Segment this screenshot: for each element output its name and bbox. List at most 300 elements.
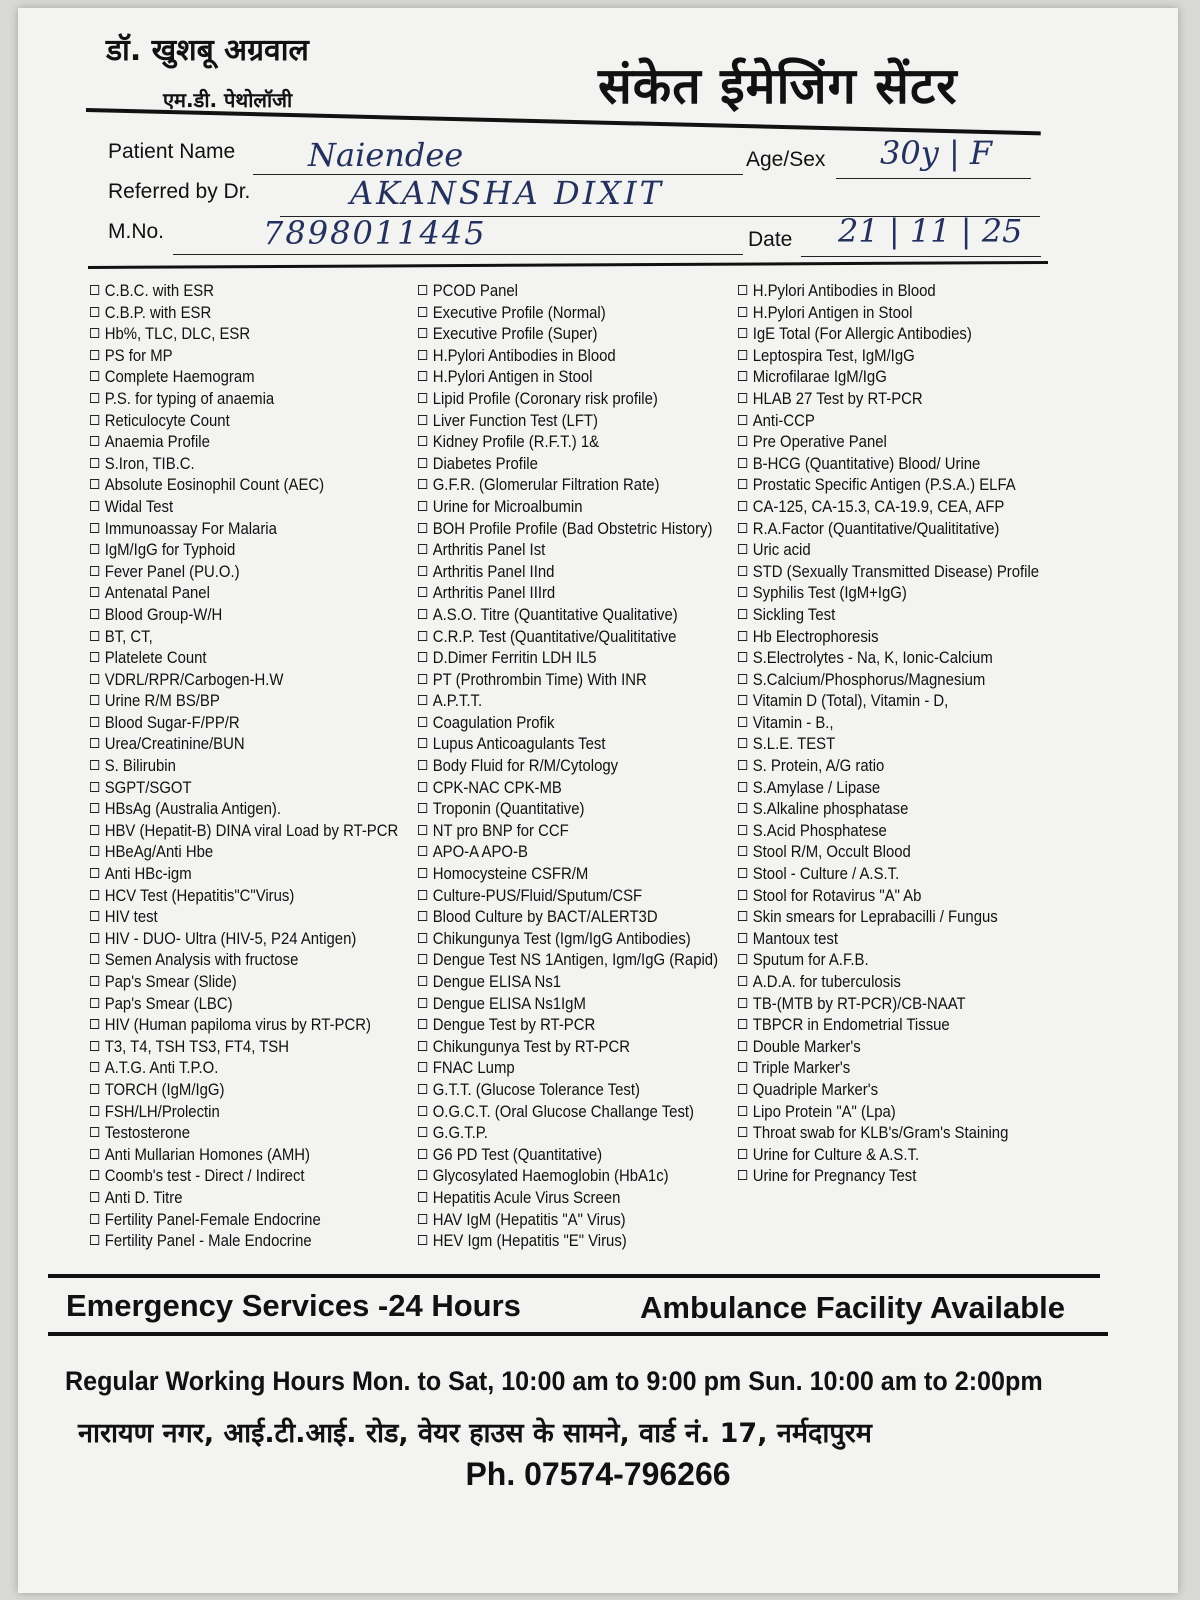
test-item[interactable] xyxy=(418,562,718,584)
checkbox-icon[interactable] xyxy=(418,998,427,1008)
checkbox-icon[interactable] xyxy=(418,674,427,684)
checkbox-icon[interactable] xyxy=(418,350,427,360)
test-item[interactable] xyxy=(738,583,1039,605)
checkbox-icon[interactable] xyxy=(90,933,99,943)
checkbox-icon[interactable] xyxy=(738,825,747,835)
test-item[interactable] xyxy=(90,324,398,346)
test-item[interactable] xyxy=(418,627,718,649)
checkbox-icon[interactable] xyxy=(738,890,747,900)
test-item[interactable] xyxy=(418,648,718,670)
test-item[interactable] xyxy=(418,497,718,519)
checkbox-icon[interactable] xyxy=(90,371,99,381)
checkbox-icon[interactable] xyxy=(418,1106,427,1116)
test-item[interactable] xyxy=(90,778,398,800)
checkbox-icon[interactable] xyxy=(90,868,99,878)
checkbox-icon[interactable] xyxy=(738,1041,747,1051)
checkbox-icon[interactable] xyxy=(418,1149,427,1159)
checkbox-icon[interactable] xyxy=(738,458,747,468)
checkbox-icon[interactable] xyxy=(738,566,747,576)
checkbox-icon[interactable] xyxy=(90,1041,99,1051)
test-item[interactable] xyxy=(418,454,718,476)
test-label: Troponin (Quantitative) xyxy=(432,800,585,819)
checkbox-icon[interactable] xyxy=(418,1127,427,1137)
test-item[interactable] xyxy=(90,475,398,497)
checkbox-icon[interactable] xyxy=(738,998,747,1008)
test-item[interactable] xyxy=(90,799,398,821)
date-value[interactable]: 21 | 11 | 25 xyxy=(838,212,1023,250)
checkbox-icon[interactable] xyxy=(738,285,747,295)
test-item[interactable] xyxy=(90,605,398,627)
test-label: HCV Test (Hepatitis"C"Virus) xyxy=(104,886,295,905)
test-item[interactable] xyxy=(738,1102,1039,1124)
test-item[interactable] xyxy=(738,670,1039,692)
checkbox-icon[interactable] xyxy=(90,976,99,986)
checkbox-icon[interactable] xyxy=(418,1041,427,1051)
test-label: HBsAg (Australia Antigen). xyxy=(104,800,282,819)
checkbox-icon[interactable] xyxy=(418,458,427,468)
checkbox-icon[interactable] xyxy=(738,631,747,641)
test-label: HBV (Hepatit-B) DINA viral Load by RT-PCR xyxy=(104,821,399,840)
test-item[interactable] xyxy=(90,950,398,972)
checkbox-icon[interactable] xyxy=(90,803,99,813)
checkbox-icon[interactable] xyxy=(738,782,747,792)
test-item[interactable] xyxy=(418,324,718,346)
test-item[interactable] xyxy=(738,432,1039,454)
test-item[interactable] xyxy=(90,367,398,389)
checkbox-icon[interactable] xyxy=(90,631,99,641)
checkbox-icon[interactable] xyxy=(90,479,99,489)
checkbox-icon[interactable] xyxy=(738,738,747,748)
test-item[interactable] xyxy=(90,929,398,951)
referred-by-value[interactable]: AKANSHA DIXIT xyxy=(350,174,664,212)
test-item[interactable] xyxy=(418,929,718,951)
test-item[interactable] xyxy=(738,303,1039,325)
checkbox-icon[interactable] xyxy=(90,1062,99,1072)
test-item[interactable] xyxy=(90,1166,398,1188)
test-item[interactable] xyxy=(418,1210,718,1232)
checkbox-icon[interactable] xyxy=(418,285,427,295)
checkbox-icon[interactable] xyxy=(90,954,99,964)
test-item[interactable] xyxy=(418,972,718,994)
test-item[interactable] xyxy=(738,1123,1039,1145)
checkbox-icon[interactable] xyxy=(90,825,99,835)
test-item[interactable] xyxy=(90,583,398,605)
checkbox-icon[interactable] xyxy=(738,350,747,360)
checkbox-icon[interactable] xyxy=(418,911,427,921)
test-item[interactable] xyxy=(90,691,398,713)
checkbox-icon[interactable] xyxy=(738,976,747,986)
checkbox-icon[interactable] xyxy=(738,501,747,511)
test-item[interactable] xyxy=(738,627,1039,649)
checkbox-icon[interactable] xyxy=(90,911,99,921)
test-item[interactable] xyxy=(418,411,718,433)
test-item[interactable] xyxy=(418,670,718,692)
test-label: Arthritis Panel IIIrd xyxy=(432,584,556,603)
checkbox-icon[interactable] xyxy=(90,846,99,856)
checkbox-icon[interactable] xyxy=(418,307,427,317)
test-item[interactable] xyxy=(418,1015,718,1037)
test-item[interactable] xyxy=(418,1037,718,1059)
checkbox-icon[interactable] xyxy=(738,1106,747,1116)
checkbox-icon[interactable] xyxy=(90,695,99,705)
checkbox-icon[interactable] xyxy=(418,1214,427,1224)
checkbox-icon[interactable] xyxy=(90,307,99,317)
test-item[interactable] xyxy=(738,1058,1039,1080)
test-item[interactable] xyxy=(418,886,718,908)
checkbox-icon[interactable] xyxy=(738,674,747,684)
test-item[interactable] xyxy=(738,799,1039,821)
test-item[interactable] xyxy=(90,886,398,908)
checkbox-icon[interactable] xyxy=(738,1149,747,1159)
test-item[interactable] xyxy=(90,411,398,433)
test-item[interactable] xyxy=(738,648,1039,670)
checkbox-icon[interactable] xyxy=(738,371,747,381)
checkbox-icon[interactable] xyxy=(90,890,99,900)
test-label: Fertility Panel-Female Endocrine xyxy=(104,1210,321,1229)
test-item[interactable] xyxy=(738,929,1039,951)
test-item[interactable] xyxy=(90,864,398,886)
test-item[interactable] xyxy=(418,864,718,886)
checkbox-icon[interactable] xyxy=(90,1149,99,1159)
test-item[interactable] xyxy=(90,389,398,411)
age-sex-label: Age/Sex xyxy=(746,148,826,171)
test-item[interactable] xyxy=(418,994,718,1016)
checkbox-icon[interactable] xyxy=(418,846,427,856)
test-label: Urine for Microalbumin xyxy=(432,497,583,516)
test-item[interactable] xyxy=(738,713,1039,735)
checkbox-icon[interactable] xyxy=(90,587,99,597)
checkbox-icon[interactable] xyxy=(90,760,99,770)
test-item[interactable] xyxy=(418,519,718,541)
test-item[interactable] xyxy=(418,605,718,627)
checkbox-icon[interactable] xyxy=(738,652,747,662)
address-text: नारायण नगर, आई.टी.आई. रोड, वेयर हाउस के सामने, वार्ड नं. 17, नर्मदापुरम xyxy=(78,1418,872,1449)
test-item[interactable] xyxy=(738,994,1039,1016)
test-label: S. Bilirubin xyxy=(104,757,176,776)
test-item[interactable] xyxy=(90,497,398,519)
test-label: Anaemia Profile xyxy=(104,433,210,452)
checkbox-icon[interactable] xyxy=(418,1084,427,1094)
test-label: Glycosylated Haemoglobin (HbA1c) xyxy=(432,1167,669,1186)
checkbox-icon[interactable] xyxy=(90,1019,99,1029)
patient-name-value[interactable]: Naiendee xyxy=(308,136,464,174)
test-item[interactable] xyxy=(418,821,718,843)
test-item[interactable] xyxy=(418,1080,718,1102)
test-item[interactable] xyxy=(738,346,1039,368)
test-label: Anti Mullarian Homones (AMH) xyxy=(104,1145,310,1164)
checkbox-icon[interactable] xyxy=(90,1235,99,1245)
test-item[interactable] xyxy=(418,303,718,325)
checkbox-icon[interactable] xyxy=(90,652,99,662)
checkbox-icon[interactable] xyxy=(418,1235,427,1245)
checkbox-icon[interactable] xyxy=(90,717,99,727)
checkbox-icon[interactable] xyxy=(738,415,747,425)
test-item[interactable] xyxy=(418,1231,718,1253)
checkbox-icon[interactable] xyxy=(738,1084,747,1094)
checkbox-icon[interactable] xyxy=(418,1019,427,1029)
checkbox-icon[interactable] xyxy=(418,782,427,792)
test-item[interactable] xyxy=(738,1015,1039,1037)
checkbox-icon[interactable] xyxy=(90,523,99,533)
checkbox-icon[interactable] xyxy=(418,954,427,964)
test-item[interactable] xyxy=(90,994,398,1016)
test-item[interactable] xyxy=(738,367,1039,389)
test-item[interactable] xyxy=(738,324,1039,346)
test-item[interactable] xyxy=(90,1123,398,1145)
test-label: Kidney Profile (R.F.T.) 1& xyxy=(432,433,600,452)
test-item[interactable] xyxy=(418,1102,718,1124)
checkbox-icon[interactable] xyxy=(738,760,747,770)
test-label: A.P.T.T. xyxy=(432,692,483,711)
checkbox-icon[interactable] xyxy=(418,1192,427,1202)
checkbox-icon[interactable] xyxy=(418,609,427,619)
test-item[interactable] xyxy=(738,821,1039,843)
test-label: S.Acid Phosphatese xyxy=(752,821,887,840)
checkbox-icon[interactable] xyxy=(90,415,99,425)
test-item[interactable] xyxy=(418,799,718,821)
checkbox-icon[interactable] xyxy=(738,436,747,446)
checkbox-icon[interactable] xyxy=(418,587,427,597)
test-item[interactable] xyxy=(738,454,1039,476)
checkbox-icon[interactable] xyxy=(418,825,427,835)
test-item[interactable] xyxy=(90,627,398,649)
test-item[interactable] xyxy=(418,1123,718,1145)
checkbox-icon[interactable] xyxy=(90,674,99,684)
checkbox-icon[interactable] xyxy=(738,523,747,533)
checkbox-icon[interactable] xyxy=(418,868,427,878)
checkbox-icon[interactable] xyxy=(418,566,427,576)
checkbox-icon[interactable] xyxy=(418,717,427,727)
checkbox-icon[interactable] xyxy=(738,307,747,317)
checkbox-icon[interactable] xyxy=(738,803,747,813)
checkbox-icon[interactable] xyxy=(90,738,99,748)
test-item[interactable] xyxy=(738,562,1039,584)
test-label: H.Pylori Antibodies in Blood xyxy=(432,346,616,365)
test-item[interactable] xyxy=(738,907,1039,929)
test-label: Pap's Smear (LBC) xyxy=(104,994,233,1013)
checkbox-icon[interactable] xyxy=(90,328,99,338)
checkbox-icon[interactable] xyxy=(90,782,99,792)
checkbox-icon[interactable] xyxy=(90,1084,99,1094)
test-item[interactable] xyxy=(90,1102,398,1124)
test-item[interactable] xyxy=(90,1015,398,1037)
test-item[interactable] xyxy=(738,519,1039,541)
date-label: Date xyxy=(748,228,793,251)
checkbox-icon[interactable] xyxy=(738,1170,747,1180)
checkbox-icon[interactable] xyxy=(738,911,747,921)
checkbox-icon[interactable] xyxy=(738,1127,747,1137)
test-item[interactable] xyxy=(90,303,398,325)
checkbox-icon[interactable] xyxy=(738,954,747,964)
test-item[interactable] xyxy=(738,411,1039,433)
checkbox-icon[interactable] xyxy=(90,998,99,1008)
checkbox-icon[interactable] xyxy=(90,393,99,403)
checkbox-icon[interactable] xyxy=(418,890,427,900)
checkbox-icon[interactable] xyxy=(738,479,747,489)
test-item[interactable] xyxy=(90,1231,398,1253)
test-item[interactable] xyxy=(90,1037,398,1059)
test-item[interactable] xyxy=(90,734,398,756)
checkbox-icon[interactable] xyxy=(738,393,747,403)
checkbox-icon[interactable] xyxy=(418,1170,427,1180)
checkbox-icon[interactable] xyxy=(418,695,427,705)
test-item[interactable] xyxy=(418,1145,718,1167)
test-item[interactable] xyxy=(418,475,718,497)
checkbox-icon[interactable] xyxy=(90,1106,99,1116)
checkbox-icon[interactable] xyxy=(418,976,427,986)
checkbox-icon[interactable] xyxy=(418,523,427,533)
test-label: H.Pylori Antigen in Stool xyxy=(752,303,913,322)
test-item[interactable] xyxy=(738,281,1039,303)
checkbox-icon[interactable] xyxy=(90,1127,99,1137)
checkbox-icon[interactable] xyxy=(418,393,427,403)
test-item[interactable] xyxy=(90,756,398,778)
test-item[interactable] xyxy=(418,346,718,368)
checkbox-icon[interactable] xyxy=(90,458,99,468)
test-item[interactable] xyxy=(90,1058,398,1080)
checkbox-icon[interactable] xyxy=(418,501,427,511)
checkbox-icon[interactable] xyxy=(418,803,427,813)
test-label: CPK-NAC CPK-MB xyxy=(432,778,562,797)
test-item[interactable] xyxy=(90,670,398,692)
checkbox-icon[interactable] xyxy=(90,1170,99,1180)
checkbox-icon[interactable] xyxy=(418,933,427,943)
checkbox-icon[interactable] xyxy=(418,544,427,554)
test-item[interactable] xyxy=(738,972,1039,994)
test-item[interactable] xyxy=(418,734,718,756)
mobile-value[interactable]: 7898011445 xyxy=(263,214,487,252)
test-label: Fertility Panel - Male Endocrine xyxy=(104,1232,312,1251)
checkbox-icon[interactable] xyxy=(418,652,427,662)
test-item[interactable] xyxy=(418,367,718,389)
test-item[interactable] xyxy=(90,540,398,562)
checkbox-icon[interactable] xyxy=(418,415,427,425)
test-item[interactable] xyxy=(738,756,1039,778)
test-item[interactable] xyxy=(418,1166,718,1188)
test-item[interactable] xyxy=(90,1080,398,1102)
test-item[interactable] xyxy=(90,842,398,864)
test-label: R.A.Factor (Quantitative/Qualititative) xyxy=(752,519,1000,538)
test-item[interactable] xyxy=(418,1188,718,1210)
test-item[interactable] xyxy=(418,1058,718,1080)
test-item[interactable] xyxy=(418,778,718,800)
checkbox-icon[interactable] xyxy=(418,1062,427,1072)
test-item[interactable] xyxy=(90,713,398,735)
test-item[interactable] xyxy=(418,842,718,864)
test-item[interactable] xyxy=(90,346,398,368)
checkbox-icon[interactable] xyxy=(738,933,747,943)
test-item[interactable] xyxy=(738,734,1039,756)
test-item[interactable] xyxy=(418,540,718,562)
test-item[interactable] xyxy=(738,864,1039,886)
test-item[interactable] xyxy=(738,389,1039,411)
test-label: Dengue Test by RT-PCR xyxy=(432,1016,596,1035)
checkbox-icon[interactable] xyxy=(90,501,99,511)
checkbox-icon[interactable] xyxy=(738,868,747,878)
checkbox-icon[interactable] xyxy=(738,846,747,856)
checkbox-icon[interactable] xyxy=(738,717,747,727)
test-item[interactable] xyxy=(418,583,718,605)
test-item[interactable] xyxy=(738,1080,1039,1102)
checkbox-icon[interactable] xyxy=(418,479,427,489)
test-item[interactable] xyxy=(418,691,718,713)
test-item[interactable] xyxy=(738,1145,1039,1167)
test-item[interactable] xyxy=(90,972,398,994)
checkbox-icon[interactable] xyxy=(738,587,747,597)
checkbox-icon[interactable] xyxy=(90,609,99,619)
checkbox-icon[interactable] xyxy=(418,436,427,446)
checkbox-icon[interactable] xyxy=(90,285,99,295)
checkbox-icon[interactable] xyxy=(418,631,427,641)
checkbox-icon[interactable] xyxy=(90,350,99,360)
test-item[interactable] xyxy=(738,1037,1039,1059)
test-label: Complete Haemogram xyxy=(104,368,255,387)
checkbox-icon[interactable] xyxy=(738,609,747,619)
checkbox-icon[interactable] xyxy=(738,1019,747,1029)
checkbox-icon[interactable] xyxy=(418,760,427,770)
test-label: S.Electrolytes - Na, K, Ionic-Calcium xyxy=(752,649,993,668)
test-label: Hepatitis Acule Virus Screen xyxy=(432,1188,621,1207)
test-item[interactable] xyxy=(738,778,1039,800)
test-item[interactable] xyxy=(90,562,398,584)
test-label: Throat swab for KLB's/Gram's Staining xyxy=(752,1124,1009,1143)
test-item[interactable] xyxy=(418,389,718,411)
test-item[interactable] xyxy=(90,907,398,929)
checkbox-icon[interactable] xyxy=(90,544,99,554)
test-item[interactable] xyxy=(738,605,1039,627)
checkbox-icon[interactable] xyxy=(738,328,747,338)
test-item[interactable] xyxy=(418,756,718,778)
checkbox-icon[interactable] xyxy=(90,436,99,446)
test-item[interactable] xyxy=(738,540,1039,562)
test-item[interactable] xyxy=(90,1145,398,1167)
test-label: TBPCR in Endometrial Tissue xyxy=(752,1016,950,1035)
checkbox-icon[interactable] xyxy=(90,566,99,576)
test-item[interactable] xyxy=(418,950,718,972)
checkbox-icon[interactable] xyxy=(418,371,427,381)
test-item[interactable] xyxy=(418,713,718,735)
test-item[interactable] xyxy=(90,454,398,476)
test-item[interactable] xyxy=(90,821,398,843)
checkbox-icon[interactable] xyxy=(738,544,747,554)
age-sex-value[interactable]: 30y | F xyxy=(880,134,993,172)
test-item[interactable] xyxy=(738,497,1039,519)
test-item[interactable] xyxy=(738,475,1039,497)
checkbox-icon[interactable] xyxy=(738,695,747,705)
test-item[interactable] xyxy=(738,950,1039,972)
test-item[interactable] xyxy=(738,691,1039,713)
test-item[interactable] xyxy=(418,281,718,303)
test-item[interactable] xyxy=(90,281,398,303)
test-item[interactable] xyxy=(418,907,718,929)
test-item[interactable] xyxy=(90,1188,398,1210)
test-item[interactable] xyxy=(738,886,1039,908)
checkbox-icon[interactable] xyxy=(738,1062,747,1072)
checkbox-icon[interactable] xyxy=(90,1214,99,1224)
test-item[interactable] xyxy=(418,432,718,454)
checkbox-icon[interactable] xyxy=(90,1192,99,1202)
test-item[interactable] xyxy=(738,842,1039,864)
checkbox-icon[interactable] xyxy=(418,738,427,748)
test-item[interactable] xyxy=(90,1210,398,1232)
checkbox-icon[interactable] xyxy=(418,328,427,338)
test-item[interactable] xyxy=(738,1166,1039,1188)
test-item[interactable] xyxy=(90,648,398,670)
test-item[interactable] xyxy=(90,519,398,541)
test-label: Antenatal Panel xyxy=(104,584,210,603)
test-item[interactable] xyxy=(90,432,398,454)
test-label: Testosterone xyxy=(104,1124,190,1143)
